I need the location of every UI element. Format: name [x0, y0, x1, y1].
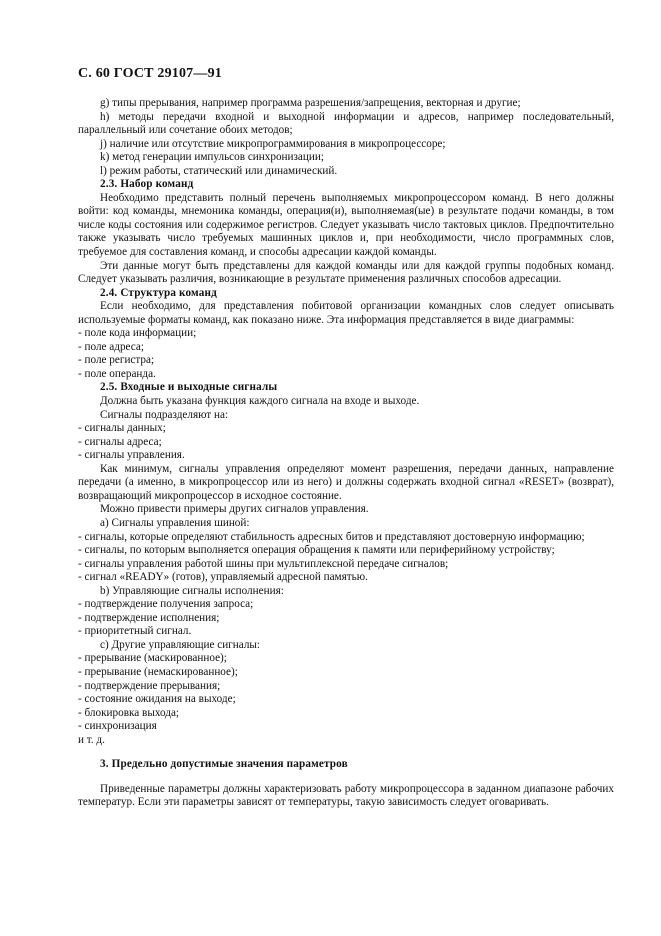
list-item-k: k) метод генерации импульсов синхронизации;: [100, 151, 324, 164]
list-item: - поле операнда.: [78, 367, 156, 380]
list-item: - подтверждение прерывания;: [78, 679, 221, 692]
paragraph: Можно привести примеры других сигналов управления.: [100, 503, 369, 516]
list-item: - поле кода информации;: [78, 327, 197, 340]
list-item: - поле адреса;: [78, 340, 144, 353]
list-item: - прерывание (маскированное);: [78, 652, 227, 665]
list-item: - прерывание (немаскированное);: [78, 665, 238, 678]
list-item: - сигналы адреса;: [78, 435, 162, 448]
list-item: - состояние ожидания на выходе;: [78, 693, 236, 706]
section-heading: 2.5. Входные и выходные сигналы: [100, 381, 278, 394]
paragraph: Необходимо представить полный перечень выполняемых микропроцессором команд. В него должны войти: код команды, мнемоника команды, операция(и), выполняемая(ые) в результате подачи команды, в том числе коды состояния или содержимое регистров. Следует указывать число тактовых циклов. Предпочтительно также указывать число требуемых машинных циклов и, при необходимости, число программных слов, требуемое для составления команд, и способы адресации каждой команды.: [78, 191, 614, 259]
list-item: - подтверждение получения запроса;: [78, 598, 254, 611]
list-item-b: b) Управляющие сигналы исполнения:: [100, 584, 284, 597]
list-item: - сигнал «READY» (готов), управляемый адресной памятью.: [78, 571, 368, 584]
list-item: - сигналы управления.: [78, 449, 185, 462]
page-header: С. 60 ГОСТ 29107—91: [78, 66, 222, 81]
paragraph: Приведенные параметры должны характеризовать работу микропроцессора в заданном диапазоне рабочих температур. Если эти параметры зависят от температуры, такую зависимость следует оговаривать.: [78, 782, 614, 809]
list-item: - синхронизация: [78, 720, 157, 733]
list-item: - поле регистра;: [78, 354, 155, 367]
paragraph: Должна быть указана функция каждого сигнала на входе и выходе.: [100, 395, 420, 408]
list-item: - сигналы, по которым выполняется операция обращения к памяти или периферийному устройству;: [78, 544, 555, 557]
list-item: - подтверждение исполнения;: [78, 611, 220, 624]
list-item: - сигналы данных;: [78, 422, 166, 435]
paragraph: Сигналы подразделяют на:: [100, 408, 229, 421]
list-item-l: l) режим работы, статический или динамический.: [100, 164, 338, 177]
paragraph: Как минимум, сигналы управления определяют момент разрешения, передачи данных, направление передачи (а именно, в микропроцессор или из него) и должны содержать входной сигнал «RESET» (возврат), возвращающий микропроцессор в исходное состояние.: [78, 462, 614, 502]
paragraph: Если необходимо, для представления побитовой организации командных слов следует описывать используемые форматы команд, как показано ниже. Эта информация представляется в виде диаграммы:: [78, 300, 614, 326]
list-item: - сигналы управления работой шины при мультиплексной передаче сигналов;: [78, 557, 449, 570]
list-item-a: a) Сигналы управления шиной:: [100, 516, 250, 529]
list-item: и т. д.: [78, 733, 105, 746]
document-body: [78, 97, 614, 810]
paragraph: Эти данные могут быть представлены для каждой команды или для каждой группы подобных команд. Следует указывать различия, возникающие в результате применения различных способов адресации.: [78, 259, 614, 286]
section-heading: 3. Предельно допустимые значения параметров: [100, 758, 348, 771]
list-item-j: j) наличие или отсутствие микропрограммирования в микропроцессоре;: [100, 137, 446, 150]
list-item-h: h) методы передачи входной и выходной информации и адресов, например последовательный, параллельный или сочетание обоих методов;: [78, 110, 614, 137]
section-heading: 2.3. Набор команд: [100, 178, 194, 191]
list-item: - блокировка выхода;: [78, 706, 180, 719]
list-item-g: g) типы прерывания, например программа разрешения/запрещения, векторная и другие;: [100, 97, 521, 109]
list-item-c: c) Другие управляющие сигналы:: [100, 638, 261, 651]
list-item: - приоритетный сигнал.: [78, 625, 192, 638]
section-heading: 2.4. Структура команд: [100, 286, 217, 299]
list-item: - сигналы, которые определяют стабильность адресных битов и представляют достоверную информацию;: [78, 530, 585, 543]
